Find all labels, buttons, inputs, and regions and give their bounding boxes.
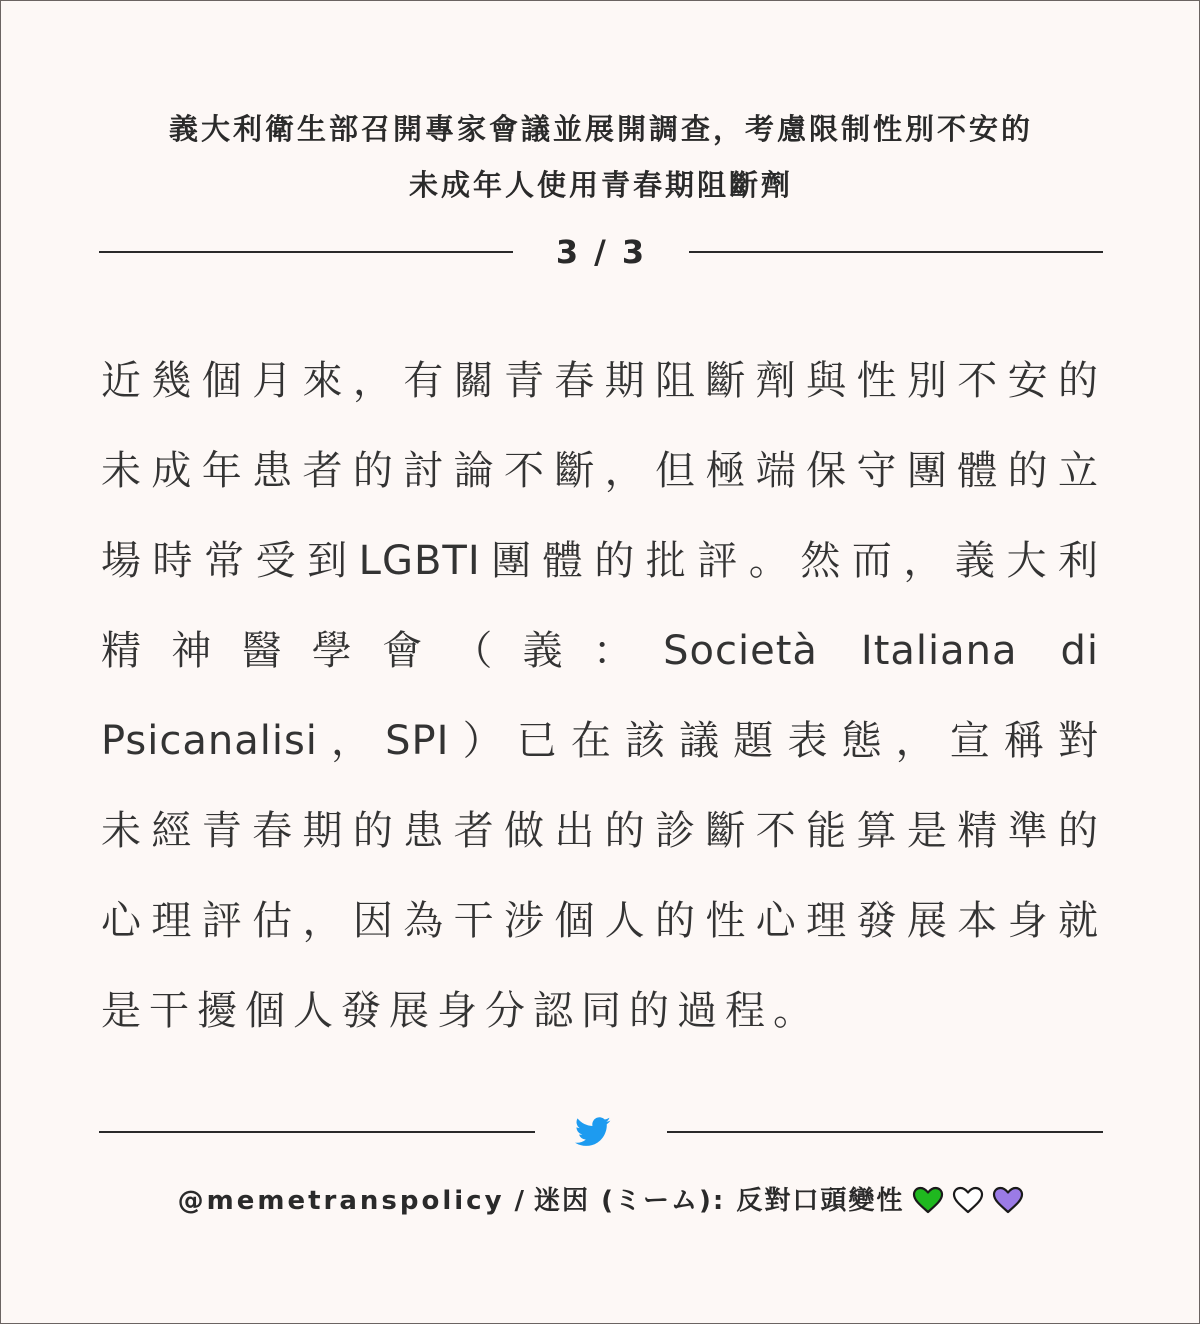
- body-text-line: 精神醫學會（義：Società Italiana di: [101, 628, 1099, 674]
- footer-divider-right: [667, 1131, 1103, 1133]
- body-text-line: 近幾個月來，有關青春期阻斷劑與性別不安的: [101, 358, 1099, 404]
- body-text-line: 心理評估，因為干涉個人的性心理發展本身就: [101, 898, 1099, 944]
- green-heart-icon: [912, 1186, 944, 1214]
- body-text-line: Psicanalisi，SPI）已在該議題表態，宣稱對: [101, 718, 1099, 764]
- white-heart-icon: [952, 1186, 984, 1214]
- purple-heart-icon: [992, 1186, 1024, 1214]
- body-text-line: 場時常受到LGBTI團體的批評。然而，義大利: [101, 538, 1099, 584]
- post-title-line-2: 未成年人使用青春期阻斷劑: [408, 168, 793, 202]
- page-separator: /: [594, 233, 608, 271]
- twitter-bird-icon: [575, 1117, 611, 1147]
- body-text-line: 未經青春期的患者做出的診斷不能算是精準的: [101, 808, 1099, 854]
- page-indicator: [513, 229, 689, 275]
- body-text-line: 未成年患者的討論不斷，但極端保守團體的立: [101, 448, 1099, 494]
- page-total: 3: [621, 233, 647, 271]
- account-handle: @memetranspolicy: [177, 1186, 505, 1216]
- footer-tagline: 迷因 (ミーム): 反對口頭變性: [534, 1186, 905, 1216]
- footer-divider-left: [99, 1131, 535, 1133]
- footer-separator: /: [514, 1186, 525, 1216]
- divider-right: [689, 251, 1103, 253]
- divider-left: [99, 251, 513, 253]
- page-current: 3: [555, 233, 581, 271]
- body-text-line: 是干擾個人發展身分認同的過程。: [101, 988, 821, 1034]
- footer-credit: [61, 1177, 1141, 1225]
- post-title-line-1: 義大利衛生部召開專家會議並展開調查，考慮限制性別不安的: [168, 112, 1033, 146]
